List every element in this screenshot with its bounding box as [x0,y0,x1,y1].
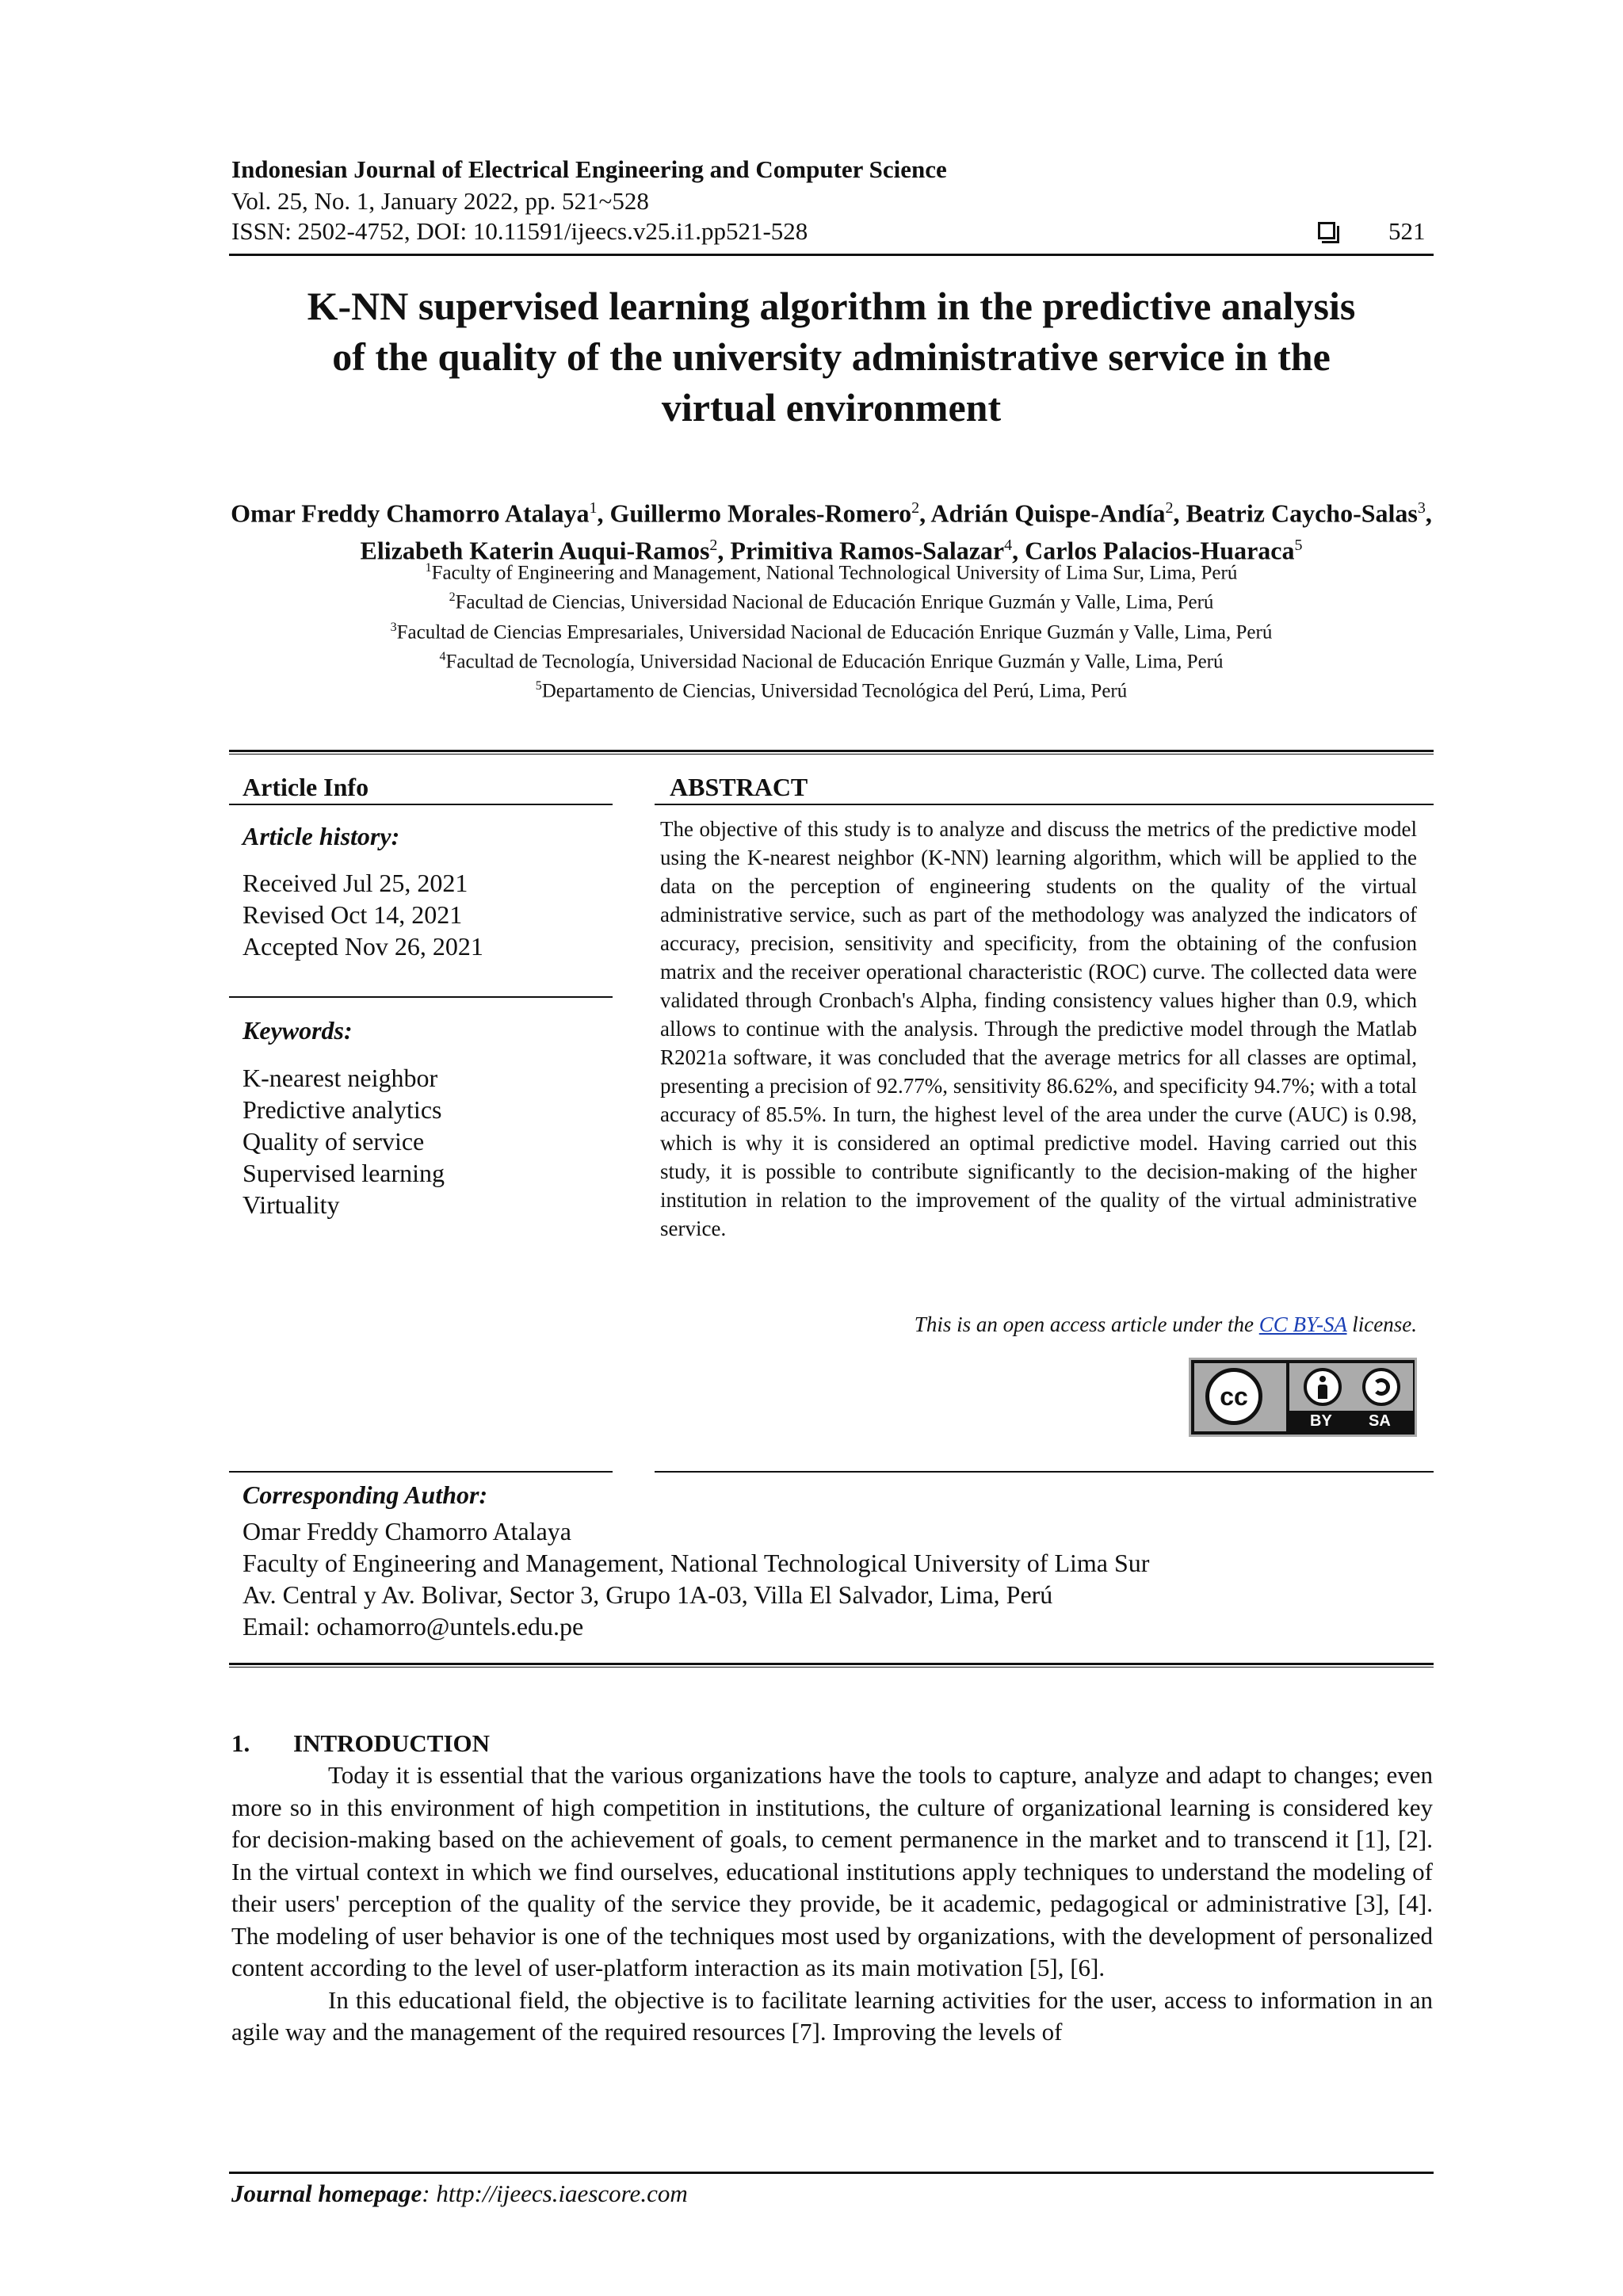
section-title: INTRODUCTION [293,1729,491,1757]
keywords-list [242,1062,445,1221]
keyword-item: Virtuality [242,1190,340,1219]
author-affiliation-mark: 2 [911,499,920,517]
keyword-item: K-nearest neighbor [242,1064,438,1092]
history-item: Revised Oct 14, 2021 [242,900,463,929]
article-info-rule [229,804,613,805]
history-rule [229,996,613,998]
corresponding-line: Omar Freddy Chamorro Atalaya [242,1517,571,1545]
homepage-label: Journal homepage [231,2179,422,2207]
title-line: virtual environment [661,385,1002,430]
badge-by-label: BY [1310,1412,1332,1430]
square-bullet-icon [1318,222,1335,239]
info-bottom-rule [229,1663,1434,1665]
abstract-heading: ABSTRACT [670,773,808,801]
badge-sa-label: SA [1369,1412,1391,1430]
abstract-bottom-rule [655,1471,1434,1473]
corresponding-line: Faculty of Engineering and Management, National Technological University of Lima Sur [242,1549,1150,1577]
share-alike-icon [1362,1368,1400,1406]
author-affiliation-mark: 1 [589,499,598,517]
abstract-text: The objective of this study is to analyze and discuss the metrics of the predictive model using the K-nearest neighbor (K-NN) learning algorithm, which will be applied to the data on the perception of engineering students on the quality of the virtual administrative service, such as part of the methodology was analyzed the indicators of accuracy, precision, sensitivity and specificity, from the obtaining of the confusion matrix and the receiver operational characteristic (ROC) curve. The collected data were validated through Cronbach's Alpha, finding consistency values higher than 0.9, which allows to continue with the analysis. Through the predictive model through the Matlab R2021a software, it was concluded that the average metrics for all classes are optimal, presenting a precision of 92.77%, sensitivity 86.62%, and specificity 94.7%; with a total accuracy of 85.5%. In turn, the highest level of the area under the curve (AUC) is 0.98, which is why it is considered an optimal predictive model. Having carried out this study, it is possible to contribute significantly to the decision-making of the higher institution in relation to the improvement of the quality of the virtual administrative service. [660,817,1417,1240]
author-affiliation-mark: 2 [709,536,718,554]
abstract-rule [655,804,1434,805]
attribution-icon [1304,1368,1342,1406]
author-affiliation-mark: 5 [1294,536,1303,554]
title-line: K-NN supervised learning algorithm in the predictive analysis [307,284,1356,328]
introduction-body [231,1759,1433,2049]
keyword-item: Quality of service [242,1127,425,1156]
author-name: Carlos Palacios-Huaraca [1025,536,1295,565]
section-heading [231,1729,490,1758]
history-item: Received Jul 25, 2021 [242,869,468,897]
info-bottom-rule-thin [229,1667,1434,1668]
footer-rule [229,2172,1434,2174]
info-top-rule [229,750,1434,752]
author-name: Primitiva Ramos-Salazar [730,536,1005,565]
corresponding-line: Av. Central y Av. Bolivar, Sector 3, Grupo 1A-03, Villa El Salvador, Lima, Perú [242,1580,1053,1609]
author-name: Beatriz Caycho-Salas [1186,499,1418,528]
author-affiliation-mark: 3 [1417,499,1426,517]
info-top-rule-thin [229,754,1434,755]
journal-name: Indonesian Journal of Electrical Engineering and Computer Science [231,155,947,183]
history-item: Accepted Nov 26, 2021 [242,932,483,961]
creative-commons-icon: cc [1205,1368,1262,1425]
volume-info: Vol. 25, No. 1, January 2022, pp. 521~528 [231,187,649,215]
affiliation-item: $^4$Facultad de Tecnología, Universidad Nacional de Educación Enrique Guzmán y Valle, Lima, Perú [439,649,1224,673]
author-affiliation-mark: 2 [1165,499,1174,517]
author-line: Omar Freddy Chamorro Atalaya$^1$, Guillermo Morales-Romero$^2$, Adrián Quispe-Andía$^2$, Beatriz Caycho-Salas$^3$, Elizabeth Katerin Auqui-Ramos$^2$, Primitiva Ramos-Salazar$^4$, Carlos Palacios-Huaraca$^5$ [231,499,1432,565]
journal-homepage [231,2179,688,2208]
cc-by-sa-link[interactable]: CC BY-SA [1258,1312,1347,1336]
article-history-list [242,867,483,962]
affiliation-item: $^2$Facultad de Ciencias, Universidad Nacional de Educación Enrique Guzmán y Valle, Lima, Perú [449,590,1214,613]
open-access-statement: This is an open access article under the CC BY-SA license. [914,1312,1417,1336]
keywords-heading: Keywords: [242,1016,353,1045]
title-line: of the quality of the university administrative service in the [332,334,1331,379]
section-number: 1. [231,1729,250,1757]
paper-title [229,281,1434,433]
author-name: Adrián Quispe-Andía [930,499,1166,528]
header-rule [229,254,1434,256]
corresponding-line: Email: ochamorro@untels.edu.pe [242,1612,584,1641]
affiliation-list [229,556,1434,704]
article-info-bottom-rule [229,1471,613,1473]
paragraph: Today it is essential that the various organizations have the tools to capture, analyze and adapt to changes; even more so in this environment of high competition in institutions, the culture of organizational learning is considered key for decision-making based on the achievement of goals, to cement permanence in the market and to transcend it [1], [2]. In the virtual context in which we find ourselves, educational institutions apply techniques to understand the modeling of their users' perception of the quality of the service they provide, be it academic, pedagogical or administrative [3], [4]. The modeling of user behavior is one of the techniques most used by organizations, with the development of personalized content according to the level of user-platform interaction as its main motivation [5], [6]. [231,1761,1433,1981]
paragraph: In this educational field, the objective is to facilitate learning activities for the user, access to information in an agile way and the management of the required resources [7]. Improving the levels of [231,1985,1433,2046]
page-number: 521 [1388,217,1426,245]
affiliation-item: $^3$Facultad de Ciencias Empresariales, Universidad Nacional de Educación Enrique Guzmán y Valle, Lima, Perú [390,620,1273,643]
keyword-item: Supervised learning [242,1159,445,1187]
author-name: Elizabeth Katerin Auqui-Ramos [360,536,710,565]
article-history-heading: Article history: [242,822,400,850]
keyword-item: Predictive analytics [242,1095,442,1124]
affiliation-item: $^1$Faculty of Engineering and Management, National Technological University of Lima Sur, Lima, Perú [425,561,1238,584]
cc-by-sa-license-badge[interactable] [1189,1358,1417,1437]
homepage-url[interactable]: : http://ijeecs.iaescore.com [422,2179,688,2207]
corresponding-author-heading: Corresponding Author: [242,1480,488,1509]
author-name: Omar Freddy Chamorro Atalaya [231,499,590,528]
issn-doi: ISSN: 2502-4752, DOI: 10.11591/ijeecs.v25.i1.pp521-528 [231,217,808,245]
author-name: Guillermo Morales-Romero [609,499,912,528]
author-affiliation-mark: 4 [1004,536,1013,554]
affiliation-item: $^5$Departamento de Ciencias, Universidad Tecnológica del Perú, Lima, Perú [535,679,1128,702]
article-info-heading: Article Info [242,773,369,801]
corresponding-author-details [242,1515,1149,1642]
